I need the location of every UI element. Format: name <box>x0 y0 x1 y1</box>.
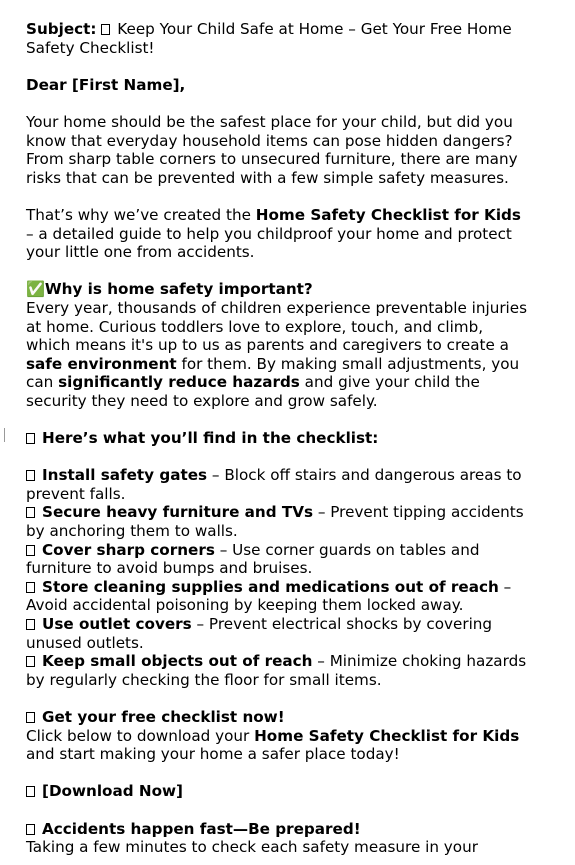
importance-line2: at home. Curious toddlers love to explore, touch, and climb, <box>26 317 484 336</box>
cta-section <box>26 708 571 764</box>
left-edge-mark <box>0 428 5 442</box>
importance-bold-safe-environment: safe environment <box>26 354 177 373</box>
why-created-line3: your little one from accidents. <box>26 243 255 262</box>
item-desc: – Block off stairs and dangerous areas to <box>207 466 522 485</box>
tofu-box-icon <box>26 507 35 518</box>
intro-paragraph <box>26 113 571 187</box>
download-now-link[interactable]: [Download Now] <box>42 782 183 801</box>
tofu-box-icon <box>26 712 35 723</box>
tofu-box-icon <box>101 24 110 35</box>
download-block <box>26 782 571 801</box>
checklist-name: Home Safety Checklist for Kids <box>255 205 521 224</box>
item-desc: – Prevent electrical shocks by covering <box>191 615 493 633</box>
subject-label: Subject: <box>26 20 97 38</box>
closing-line1: Taking a few minutes to check each safety measure in your <box>26 838 478 857</box>
item-desc-line2: prevent falls. <box>26 484 126 503</box>
item-desc: – Use corner guards on tables and <box>214 540 480 559</box>
intro-line: know that everyday household items can pose hidden dangers? <box>26 131 513 150</box>
intro-line: Your home should be the safest place for your child, but did you <box>26 112 513 131</box>
importance-line5-pre: can <box>26 373 59 392</box>
subject-text-line2: Safety Checklist! <box>26 38 155 57</box>
cta-heading: Get your free checklist now! <box>42 707 285 726</box>
greeting-text: Dear [First Name], <box>26 75 186 94</box>
list-item <box>26 652 571 671</box>
closing-heading: Accidents happen fast—Be prepared! <box>42 819 361 838</box>
tofu-box-icon <box>26 824 35 835</box>
intro-line: risks that can be prevented with a few simple safety measures. <box>26 168 509 187</box>
checklist-items <box>26 466 571 689</box>
greeting <box>26 76 571 95</box>
list-item <box>26 466 571 485</box>
check-mark-icon: ✅ <box>26 280 45 299</box>
tofu-box-icon <box>26 433 35 444</box>
list-item <box>26 615 571 634</box>
cta-checklist-name: Home Safety Checklist for Kids <box>254 726 520 745</box>
importance-heading: Why is home safety important? <box>44 280 313 299</box>
tofu-box-icon <box>26 619 35 630</box>
importance-line5-rest: and give your child the <box>299 373 480 392</box>
tofu-box-icon <box>26 545 35 556</box>
item-desc: – <box>498 577 512 596</box>
closing-section <box>26 820 571 857</box>
subject-text-line1: Keep Your Child Safe at Home – Get Your Free Home <box>117 20 512 38</box>
email-body <box>26 20 571 857</box>
why-created-paragraph <box>26 206 571 262</box>
importance-line6: security they need to explore and grow safely. <box>26 391 378 410</box>
tofu-box-icon <box>26 786 35 797</box>
cta-line1-pre: Click below to download your <box>26 726 255 745</box>
list-item <box>26 503 571 522</box>
item-desc-line2: furniture to avoid bumps and bruises. <box>26 559 313 578</box>
why-created-line2: – a detailed guide to help you childproof your home and protect <box>26 224 512 243</box>
why-created-prefix: That’s why we’ve created the <box>26 205 256 224</box>
importance-line3: which means it's up to us as parents and caregivers to create a <box>26 336 509 355</box>
item-desc-line2: unused outlets. <box>26 633 144 652</box>
item-title: Secure heavy furniture and TVs <box>42 503 314 522</box>
tofu-box-icon <box>26 470 35 481</box>
cta-line2: and start making your home a safer place today! <box>26 745 400 764</box>
tofu-box-icon <box>26 656 35 667</box>
subject-block <box>26 20 571 57</box>
list-item <box>26 541 571 560</box>
item-title: Keep small objects out of reach <box>42 652 313 671</box>
item-desc-line2: by regularly checking the floor for small items. <box>26 670 382 689</box>
item-title: Store cleaning supplies and medications out of reach <box>42 577 499 596</box>
intro-line: From sharp table corners to unsecured furniture, there are many <box>26 150 518 169</box>
item-desc: – Prevent tipping accidents <box>313 503 524 522</box>
importance-line1: Every year, thousands of children experience preventable injuries <box>26 298 528 317</box>
tofu-box-icon <box>26 582 35 593</box>
importance-line4-rest: for them. By making small adjustments, you <box>176 354 520 373</box>
item-desc-line2: Avoid accidental poisoning by keeping them locked away. <box>26 596 464 615</box>
item-desc-line2: by anchoring them to walls. <box>26 522 238 541</box>
importance-bold-reduce-hazards: significantly reduce hazards <box>58 373 300 392</box>
importance-section <box>26 280 571 410</box>
item-desc: – Minimize choking hazards <box>312 652 527 671</box>
item-title: Use outlet covers <box>42 615 192 633</box>
item-title: Cover sharp corners <box>42 540 215 559</box>
item-title: Install safety gates <box>42 466 208 485</box>
checklist-heading-block <box>26 429 571 448</box>
list-item <box>26 578 571 597</box>
checklist-heading: Here’s what you’ll find in the checklist: <box>42 429 379 448</box>
